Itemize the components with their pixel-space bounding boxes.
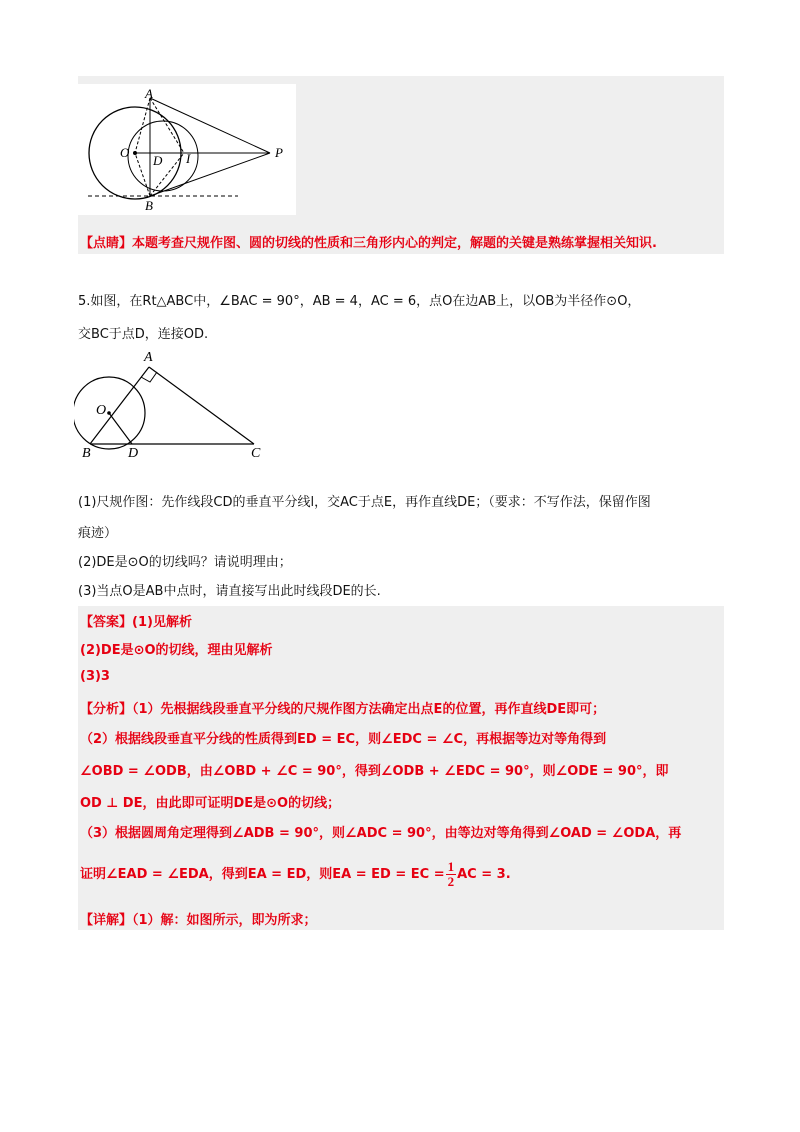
answer-3: (3)3 xyxy=(80,669,110,684)
analysis-text-4: OD ⊥ DE，由此即可证明DE是⊙O的切线； xyxy=(80,796,341,811)
tangent-figure-svg xyxy=(78,84,296,215)
question-1-line-1 xyxy=(78,491,651,510)
analysis-text-6-pre: 证明∠EAD = ∠EDA，得到EA = ED，则EA = ED = EC = xyxy=(80,867,445,882)
question-2-text: (2)DE是⊙O的切线吗？请说明理由； xyxy=(78,555,292,570)
analysis-text-1: （1）先根据线段垂直平分线的尺规作图方法确定出点E的位置，再作直线DE即可； xyxy=(132,702,606,717)
label-p: P xyxy=(275,145,283,160)
label-c2: C xyxy=(251,446,261,460)
label-d: D xyxy=(153,153,163,168)
analysis-line-2 xyxy=(80,728,606,747)
analysis-text-5: （3）根据圆周角定理得到∠ADB = 90°，则∠ADC = 90°，由等边对等角得到∠OAD = ∠ODA，再 xyxy=(80,826,682,841)
question-2 xyxy=(78,551,292,570)
question-3-text: (3)当点O是AB中点时，请直接写出此时线段DE的长. xyxy=(78,584,381,599)
answer-line-3 xyxy=(80,669,110,684)
fraction-one-half xyxy=(446,860,457,889)
label-b: B xyxy=(145,198,153,213)
triangle-figure xyxy=(74,348,274,460)
answer-line-2 xyxy=(80,639,273,658)
detail-line xyxy=(80,909,317,928)
label-d2: D xyxy=(128,446,139,460)
tangent-figure xyxy=(78,84,296,215)
answer-tag: 【答案】 xyxy=(80,615,133,630)
analysis-text-3: ∠OBD = ∠ODB，由∠OBD + ∠C = 90°，得到∠ODB + ∠EDC = 90°，则∠ODE = 90°，即 xyxy=(80,764,669,779)
problem-number: 5. xyxy=(78,294,91,309)
analysis-tag: 【分析】 xyxy=(80,702,133,717)
fraction-denominator: 2 xyxy=(447,874,455,889)
note-tag: 【点睛】 xyxy=(80,236,133,251)
label-i: I xyxy=(186,151,191,166)
label-o2: O xyxy=(96,403,107,418)
problem-line-1 xyxy=(78,290,640,309)
fraction-numerator: 1 xyxy=(447,859,455,874)
analysis-line-4 xyxy=(80,792,340,811)
problem-text-1: 如图，在Rt△ABC中，∠BAC = 90°，AB = 4，AC = 6，点O在边AB上，以OB为半径作⊙O， xyxy=(90,294,641,309)
analysis-line-6 xyxy=(80,860,511,889)
question-1-text-2: 痕迹） xyxy=(78,526,118,541)
analysis-text-2: （2）根据线段垂直平分线的性质得到ED = EC，则∠EDC = ∠C，再根据等边对等角得到 xyxy=(80,732,607,747)
detail-text: （1）解：如图所示，即为所求； xyxy=(132,913,317,928)
problem-text-2: 交BC于点D，连接OD. xyxy=(78,327,209,342)
label-o: O xyxy=(120,145,130,160)
triangle-figure-svg xyxy=(74,348,274,460)
label-b2: B xyxy=(82,446,91,460)
question-1-line-2 xyxy=(78,522,117,541)
question-1-text: (1)尺规作图：先作线段CD的垂直平分线l，交AC于点E，再作直线DE；（要求：不写作法，保留作图 xyxy=(78,495,651,510)
analysis-line-3 xyxy=(80,760,669,779)
analysis-text-6-post: AC = 3. xyxy=(457,867,511,882)
answer-1: (1)见解析 xyxy=(132,615,192,630)
answer-2: (2)DE是⊙O的切线，理由见解析 xyxy=(80,643,273,658)
problem-line-2 xyxy=(78,323,208,342)
analysis-line-1 xyxy=(80,698,605,717)
label-a: A xyxy=(145,86,153,101)
label-a2: A xyxy=(144,350,153,365)
detail-tag: 【详解】 xyxy=(80,913,133,928)
note-line xyxy=(80,232,657,251)
analysis-line-5 xyxy=(80,822,681,841)
note-text: 本题考查尺规作图、圆的切线的性质和三角形内心的判定，解题的关键是熟练掌握相关知识. xyxy=(132,236,657,251)
answer-line-1 xyxy=(80,611,192,630)
question-3 xyxy=(78,580,381,599)
